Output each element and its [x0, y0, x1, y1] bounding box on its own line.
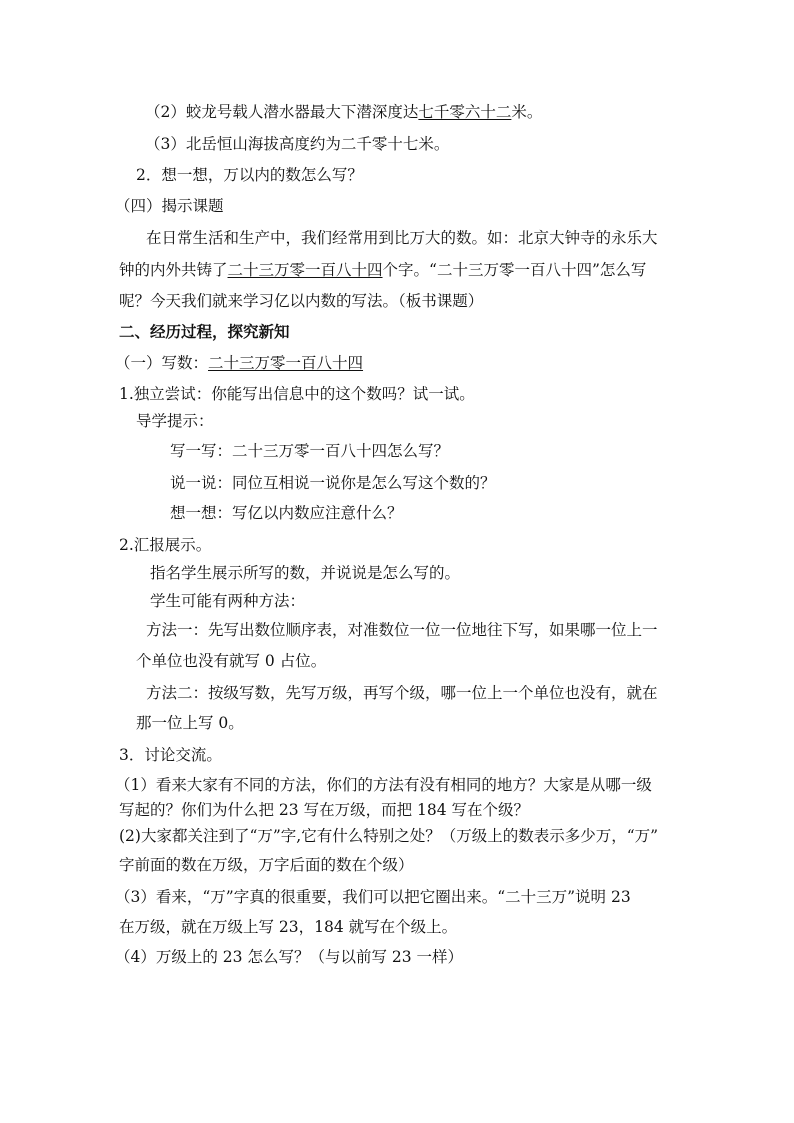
text-line: 呢？今天我们就来学习亿以内数的写法。（板书课题） [119, 292, 484, 310]
text-line: 个单位也没有就写 0 占位。 [136, 652, 327, 670]
text-line: 方法二：按级写数，先写万级，再写个级，哪一位上一个单位也没有，就在 [146, 684, 658, 702]
text-line: 写起的？你们为什么把 23 写在万级，而把 184 写在个级？ [119, 801, 530, 819]
text-line: 1.独立尝试：你能写出信息中的这个数吗？试一试。 [119, 385, 475, 403]
text-line: 说一说：同位互相说一说你是怎么写这个数的？ [170, 474, 496, 492]
text-line: 学生可能有两种方法： [150, 592, 306, 610]
text-line: （3）看来，“万”字真的很重要，我们可以把它圈出来。“二十三万”说明 23 [115, 888, 631, 906]
text-line: 导学提示： [136, 412, 214, 430]
section-heading: （四）揭示课题 [115, 197, 224, 215]
text-line: （4）万级上的 23 怎么写？（与以前写 23 一样） [115, 948, 464, 966]
text-line: （3）北岳恒山海拔高度约为二千零十七米。 [145, 135, 450, 153]
text-line: 写一写：二十三万零一百八十四怎么写？ [170, 442, 450, 460]
text-segment: 钟的内外共铸了 [119, 261, 228, 279]
text-line: 在万级，就在万级上写 23，184 就写在个级上。 [119, 918, 458, 936]
section-heading: 二、经历过程，探究新知 [119, 322, 290, 341]
text-line: 在日常生活和生产中，我们经常用到比万大的数。如：北京大钟寺的永乐大 [146, 229, 658, 247]
subsection-heading [115, 353, 363, 373]
text-line: 2.汇报展示。 [119, 536, 212, 554]
text-segment: 米。 [511, 103, 543, 121]
text-segment: （2）蛟龙号载人潜水器最大下潜深度达 [145, 103, 419, 121]
text-line: 想一想：写亿以内数应注意什么？ [170, 504, 403, 522]
text-segment: 个字。“二十三万零一百八十四”怎么写 [382, 261, 647, 279]
text-line: 指名学生展示所写的数，并说说是怎么写的。 [150, 564, 461, 582]
underlined-text: 七千零六十二 [418, 103, 512, 121]
underlined-text: 二十三万零一百八十四 [208, 354, 364, 372]
text-segment: （一）写数： [115, 354, 209, 372]
text-line: 方法一：先写出数位顺序表，对准数位一位一位地往下写，如果哪一位上一 [146, 621, 658, 639]
text-line: 2．想一想，万以内的数怎么写？ [136, 166, 363, 184]
text-line: （1）看来大家有不同的方法，你们的方法有没有相同的地方？大家是从哪一级 [115, 776, 652, 794]
text-line: 3．讨论交流。 [119, 746, 222, 764]
text-line: 字前面的数在万级，万字后面的数在个级） [119, 856, 414, 874]
text-line: (2)大家都关注到了“万”字,它有什么特别之处？（万级上的数表示多少万，“万” [119, 827, 659, 845]
text-line: 那一位上写 0。 [136, 714, 244, 732]
underlined-text: 二十三万零一百八十四 [227, 261, 383, 279]
text-line [145, 102, 542, 122]
text-line [119, 260, 646, 280]
